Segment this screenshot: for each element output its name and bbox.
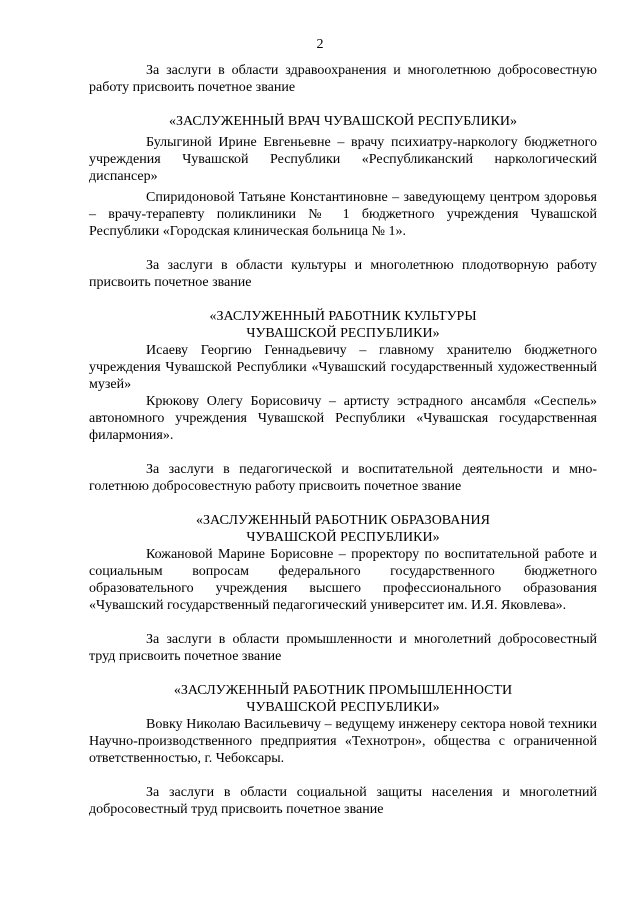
section-industry — [89, 631, 597, 767]
award-title-line-1: «ЗАСЛУЖЕННЫЙ РАБОТНИК ПРОМЫШЛЕННОСТИ — [173, 683, 513, 698]
award-title-line-2: ЧУВАШСКОЙ РЕСПУБЛИКИ» — [246, 530, 440, 545]
awardee-paragraph: Исаеву Георгию Геннадьевичу – главному хранителю бюджетного учреждения Чувашской Республики «Чувашский государственный художественный музей» — [89, 343, 597, 392]
award-title-line-2: ЧУВАШСКОЙ РЕСПУБЛИКИ» — [246, 700, 440, 715]
award-title-line-2: ЧУВАШСКОЙ РЕСПУБЛИКИ» — [246, 326, 440, 341]
award-title: «ЗАСЛУЖЕННЫЙ ВРАЧ ЧУВАШСКОЙ РЕСПУБЛИКИ» — [168, 114, 518, 129]
section-education — [89, 461, 597, 614]
section-social-protection — [89, 784, 597, 818]
section-healthcare — [89, 62, 597, 240]
document-body — [89, 62, 597, 818]
awardee-paragraph: Вовку Николаю Васильевичу – ведущему инженеру сектора новой техники Научно-производственного предприятия «Технотрон», общества с ограниченной ответственностью, г. Чебоксары. — [89, 717, 597, 766]
awardee-paragraph: Булыгиной Ирине Евгеньевне – врачу психиатру-наркологу бюджетного учреждения Чувашской Республики «Республиканский наркологический диспансер» — [89, 135, 597, 184]
section-intro: За заслуги в области социальной защиты населения и многолетний добросовестный труд присвоить почетное звание — [89, 785, 597, 817]
section-intro: За заслуги в области культуры и многолетнюю плодотворную работу присвоить почетное звание — [89, 258, 597, 290]
section-culture — [89, 257, 597, 444]
award-title-line-1: «ЗАСЛУЖЕННЫЙ РАБОТНИК КУЛЬТУРЫ — [209, 309, 477, 324]
page-number: 2 — [316, 37, 324, 52]
awardee-paragraph: Кожановой Марине Борисовне – проректору по воспитательной работе и социальным вопросам федерального государственного бюджетного образовательного учреждения высшего профессионального образования «Чувашский государственный педагогический университет им. И.Я. Яковлева». — [89, 547, 597, 613]
section-intro: За заслуги в педагогической и воспитательной деятельности и многолетнюю добросовестную работу присвоить почетное звание — [89, 462, 597, 494]
section-intro: За заслуги в области промышленности и многолетний добросовестный труд присвоить почетное звание — [89, 632, 597, 664]
section-intro: За заслуги в области здравоохранения и многолетнюю добросовестную работу присвоить почетное звание — [89, 63, 597, 95]
awardee-paragraph: Крюкову Олегу Борисовичу – артисту эстрадного ансамбля «Сеспель» автономного учреждения Чувашской Республики «Чувашская государственная филармония». — [89, 394, 597, 443]
awardee-paragraph: Спиридоновой Татьяне Константиновне – заведующему центром здоровья – врачу-терапевту поликлиники № 1 бюджетного учреждения Чувашской Республики «Городская клиническая больница № 1». — [89, 190, 597, 239]
award-title-line-1: «ЗАСЛУЖЕННЫЙ РАБОТНИК ОБРАЗОВАНИЯ — [196, 513, 490, 528]
